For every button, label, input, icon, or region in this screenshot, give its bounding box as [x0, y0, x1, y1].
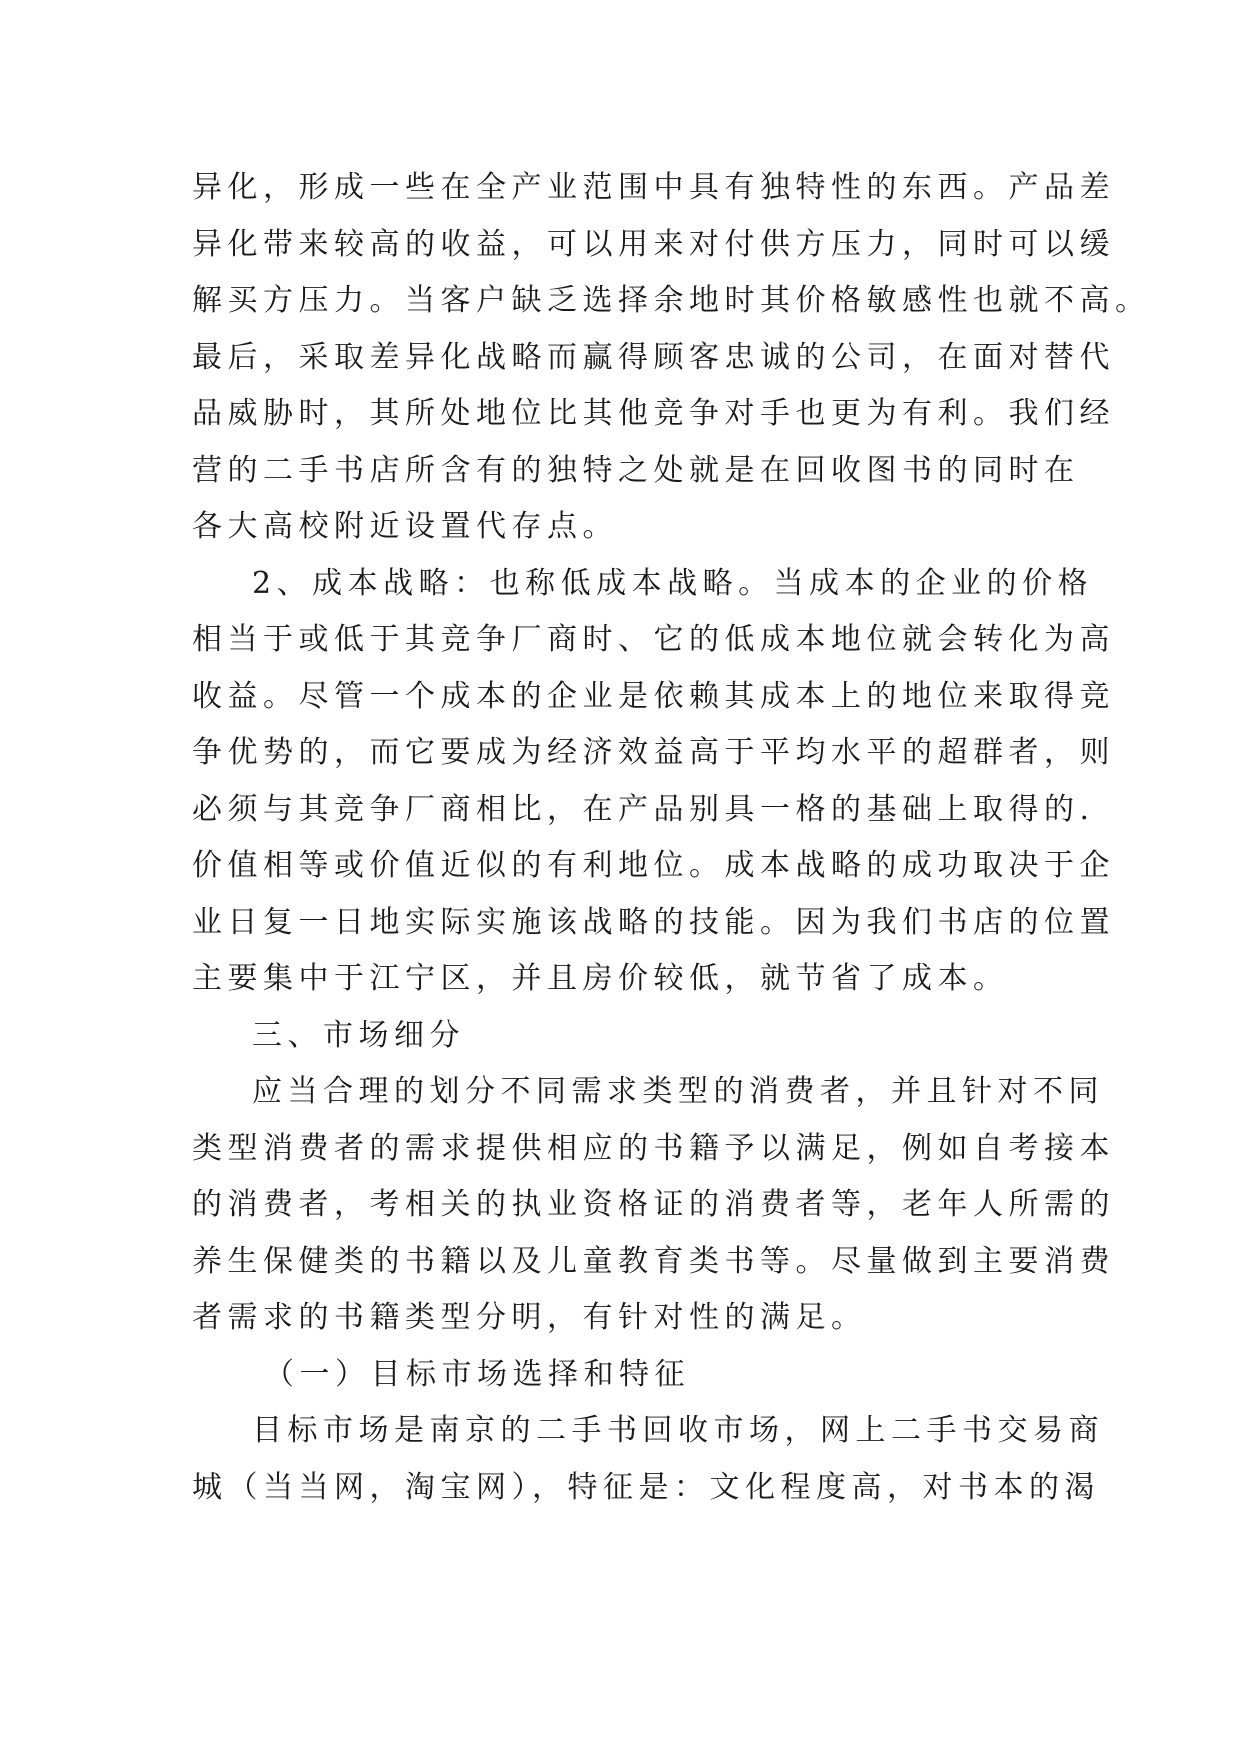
text-line: 养生保健类的书籍以及儿童教育类书等。尽量做到主要消费 — [192, 1243, 1115, 1279]
subsection-heading-target-market: （一）目标市场选择和特征 — [264, 1356, 690, 1392]
text-line: 应当合理的划分不同需求类型的消费者，并且针对不同 — [252, 1074, 1104, 1109]
text-line: 解买方压力。当客户缺乏选择余地时其价格敏感性也就不高。 — [192, 283, 1151, 318]
text-line: 营的二手书店所含有的独特之处就是在回收图书的同时在 — [192, 452, 1080, 488]
text-line: 价值相等或价值近似的有利地位。成本战略的成功取决于企 — [192, 848, 1115, 883]
body-text — [192, 160, 1151, 1516]
text-line: 相当于或低于其竞争厂商时、它的低成本地位就会转化为高 — [192, 622, 1115, 657]
section-heading-cost-strategy: 2、成本战略：也称低成本战略。当成本的企业的价格 — [252, 565, 1094, 601]
text-line: 必须与其竞争厂商相比，在产品别具一格的基础上取得的. — [192, 791, 1095, 827]
text-line: 业日复一日地实际实施该战略的技能。因为我们书店的位置 — [192, 904, 1115, 940]
text-line: 异化，形成一些在全产业范围中具有独特性的东西。产品差 — [192, 170, 1115, 205]
text-line: 异化带来较高的收益，可以用来对付供方压力，同时可以缓 — [192, 226, 1115, 262]
text-line: 品威胁时，其所处地位比其他竞争对手也更为有利。我们经 — [192, 396, 1115, 431]
section-heading-market-segmentation: 三、市场细分 — [252, 1017, 465, 1053]
text-line: 类型消费者的需求提供相应的书籍予以满足，例如自考接本 — [192, 1130, 1115, 1166]
text-line: 城（当当网，淘宝网），特征是：文化程度高，对书本的渴 — [192, 1469, 1100, 1505]
text-line: 目标市场是南京的二手书回收市场，网上二手书交易商 — [252, 1413, 1104, 1448]
text-line: 收益。尽管一个成本的企业是依赖其成本上的地位来取得竞 — [192, 678, 1115, 714]
text-line: 的消费者，考相关的执业资格证的消费者等，老年人所需的 — [192, 1187, 1115, 1222]
text-line: 最后，采取差异化战略而赢得顾客忠诚的公司，在面对替代 — [192, 339, 1115, 375]
text-line: 争优势的，而它要成为经济效益高于平均水平的超群者，则 — [192, 735, 1115, 770]
text-line: 各大高校附近设置代存点。 — [192, 509, 618, 544]
text-line: 者需求的书籍类型分明，有针对性的满足。 — [192, 1300, 867, 1335]
text-line: 主要集中于江宁区，并且房价较低，就节省了成本。 — [192, 961, 1009, 996]
